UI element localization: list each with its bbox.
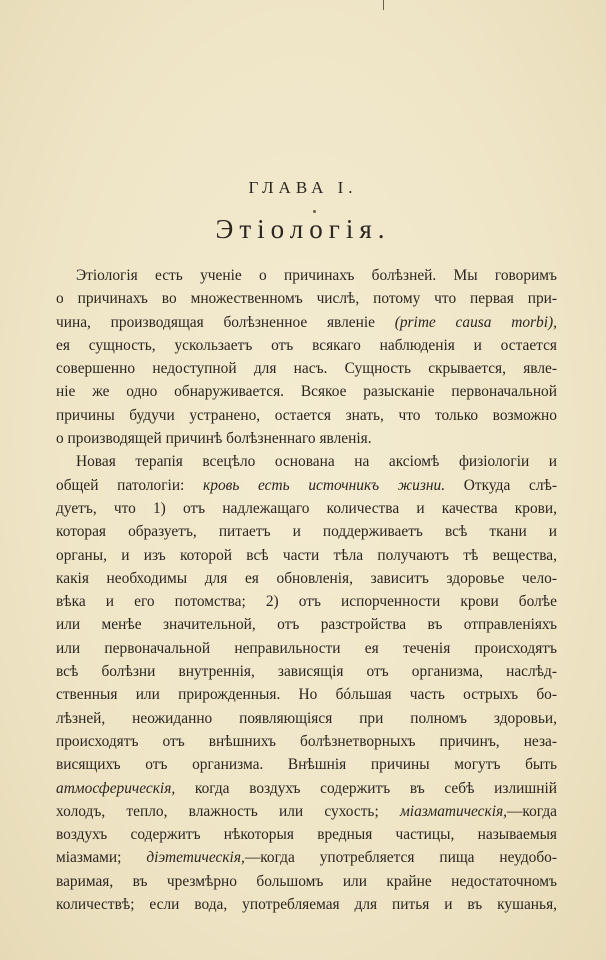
text-line: висящихъ отъ организма. Внѣшнiя причины могутъ быть: [56, 756, 557, 774]
page-top-mark: [383, 0, 384, 10]
text-segment: —когда употребляется пища неудобо-: [244, 849, 558, 867]
text-line: ственныя или прирожденныя. Но бóльшая часть острыхъ бо-: [56, 686, 557, 704]
text-line: органы, и изъ которой всѣ части тѣла получаютъ тѣ вещества,: [56, 546, 557, 564]
text-line: дуетъ, что 1) отъ надлежащаго количества и качества крови,: [56, 499, 557, 517]
text-line: [56, 846, 557, 869]
text-line: ея сущность, ускользаетъ отъ всякаго наблюденiя и остается: [56, 336, 557, 354]
text-line: которая образуетъ, питаетъ и поддерживаетъ всѣ ткани и: [56, 523, 557, 541]
text-line: или первоначальной неправильности ея теченiя происходятъ: [56, 639, 557, 657]
text-line: о производящей причинѣ болѣзненнаго явленiя.: [56, 430, 372, 448]
text-line: количествѣ; если вода, употребляемая для питья и въ кушанья,: [56, 896, 557, 914]
text-line: нiе же одно обнаруживается. Всякое разысканiе первоначальной: [56, 383, 557, 401]
text-segment: когда воздухъ содержитъ въ себѣ излишнiй: [175, 779, 557, 797]
body-text: [56, 264, 557, 916]
italic-phrase: дiэтетическiя,: [146, 849, 245, 867]
text-line: [56, 474, 557, 497]
text-segment: холодъ, тепло, влажность или сухость;: [56, 802, 400, 820]
text-segment: общей патологiи:: [56, 476, 204, 494]
text-line: о причинахъ во множественномъ числѣ, потому что первая при-: [56, 290, 557, 308]
text-line: [56, 311, 557, 334]
italic-phrase: мiазматическiя,: [399, 802, 507, 820]
text-segment: мiазмами;: [56, 849, 147, 867]
italic-phrase: (prime causa morbi),: [394, 313, 557, 331]
text-segment: Откуда слѣ-: [445, 476, 557, 494]
text-line: воздухъ содержитъ нѣкоторыя вредныя частицы, называемыя: [56, 826, 557, 844]
text-line: лѣзней, неожиданно появляющiяся при полномъ здоровьи,: [56, 709, 557, 727]
text-line: [56, 777, 557, 800]
text-line: причины будучи устранено, остается знать, что только возможно: [56, 406, 557, 424]
text-line: или менѣе значительной, отъ разстройства въ отправленiяхъ: [56, 616, 557, 634]
text-line: происходятъ отъ внѣшнихъ болѣзнетворныхъ причинъ, неза-: [56, 732, 557, 750]
italic-phrase: атмосферическiя,: [56, 779, 176, 797]
text-line: Новая терапiя всецѣло основана на аксiомѣ физiологiи и: [76, 453, 557, 471]
text-line: какiя необходимы для ея обновленiя, зависитъ здоровье чело-: [56, 569, 557, 587]
text-line: всѣ болѣзни внутреннiя, зависящiя отъ организма, наслѣд-: [56, 663, 557, 681]
page-title: Этiологiя.: [215, 214, 391, 244]
text-line: вѣка и его потомства; 2) отъ испорченности крови болѣе: [56, 593, 557, 611]
text-line: [56, 800, 557, 823]
text-segment: —когда: [507, 802, 557, 820]
text-segment: чина, производящая болѣзненное явленiе: [56, 313, 395, 331]
text-line: варимая, въ чрезмѣрно большомъ или крайне недостаточномъ: [56, 872, 557, 890]
heading-dot: [313, 210, 316, 213]
italic-phrase: кровь есть источникъ жизни.: [203, 476, 446, 494]
text-line: совершенно недоступной для насъ. Сущность скрывается, явле-: [56, 360, 557, 378]
chapter-heading: ГЛАВА I.: [248, 178, 358, 197]
text-line: Этiологiя есть ученiе о причинахъ болѣзней. Мы говоримъ: [76, 267, 557, 284]
